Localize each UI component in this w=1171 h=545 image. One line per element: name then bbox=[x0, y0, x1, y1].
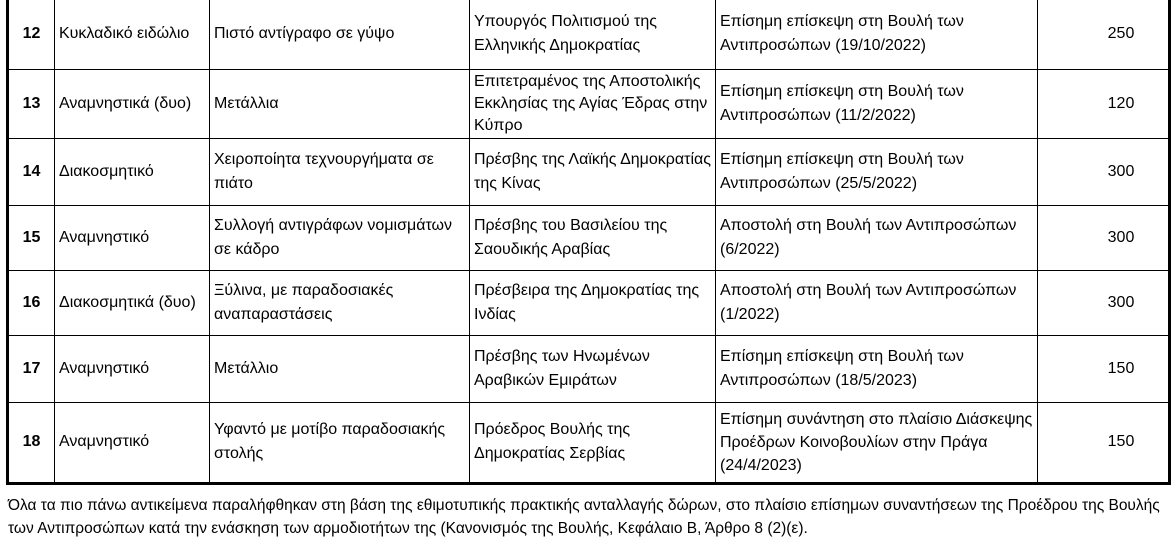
gift-description: Πιστό αντίγραφο σε γύψο bbox=[210, 0, 470, 69]
row-number: 17 bbox=[8, 335, 55, 402]
table-row bbox=[8, 138, 1170, 205]
gifts-table bbox=[6, 0, 1171, 485]
gift-occasion: Επίσημη επίσκεψη στη Βουλή των Αντιπροσώπων (11/2/2022) bbox=[716, 69, 1038, 138]
gift-occasion: Αποστολή στη Βουλή των Αντιπροσώπων (1/2022) bbox=[716, 270, 1038, 335]
gift-category: Αναμνηστικό bbox=[55, 335, 210, 402]
gift-occasion: Επίσημη συνάντηση στο πλαίσιο Διάσκεψης Προέδρων Κοινοβουλίων στην Πράγα (24/4/2023) bbox=[716, 402, 1038, 483]
gift-category: Αναμνηστικά (δυο) bbox=[55, 69, 210, 138]
gift-occasion: Αποστολή στη Βουλή των Αντιπροσώπων (6/2022) bbox=[716, 205, 1038, 270]
row-number: 15 bbox=[8, 205, 55, 270]
gift-description: Συλλογή αντιγράφων νομισμάτων σε κάδρο bbox=[210, 205, 470, 270]
row-number: 16 bbox=[8, 270, 55, 335]
gift-category: Διακοσμητικό bbox=[55, 138, 210, 205]
gift-value: 300 bbox=[1038, 138, 1170, 205]
gift-giver: Πρέσβης της Λαϊκής Δημοκρατίας της Κίνας bbox=[470, 138, 716, 205]
gift-value: 150 bbox=[1038, 335, 1170, 402]
table-row bbox=[8, 335, 1170, 402]
gift-description: Ξύλινα, με παραδοσιακές αναπαραστάσεις bbox=[210, 270, 470, 335]
row-number: 13 bbox=[8, 69, 55, 138]
gift-giver: Πρέσβειρα της Δημοκρατίας της Ινδίας bbox=[470, 270, 716, 335]
gift-value: 300 bbox=[1038, 270, 1170, 335]
gift-description: Μετάλλιο bbox=[210, 335, 470, 402]
gift-occasion: Επίσημη επίσκεψη στη Βουλή των Αντιπροσώπων (19/10/2022) bbox=[716, 0, 1038, 69]
row-number: 12 bbox=[8, 0, 55, 69]
gift-giver: Επιτετραμένος της Αποστολικής Εκκλησίας της Αγίας Έδρας στην Κύπρο bbox=[470, 69, 716, 138]
footnote: Όλα τα πιο πάνω αντικείμενα παραλήφθηκαν στη βάση της εθιμοτυπικής πρακτικής ανταλλαγής δώρων, στο πλαίσιο επίσημων συναντήσεων της Προέδρου της Βουλής των Αντιπροσώπων κατά την ενάσκηση των αρμοδιοτήτων της (Κανονισμός της Βουλής, Κεφάλαιο Β, Άρθρο 8 (2)(ε). bbox=[8, 497, 1160, 537]
gift-value: 120 bbox=[1038, 69, 1170, 138]
gift-description: Υφαντό με μοτίβο παραδοσιακής στολής bbox=[210, 402, 470, 483]
gift-occasion: Επίσημη επίσκεψη στη Βουλή των Αντιπροσώπων (18/5/2023) bbox=[716, 335, 1038, 402]
gift-description: Μετάλλια bbox=[210, 69, 470, 138]
gift-category: Αναμνηστικό bbox=[55, 205, 210, 270]
table-row bbox=[8, 205, 1170, 270]
gift-category: Διακοσμητικά (δυο) bbox=[55, 270, 210, 335]
gift-value: 300 bbox=[1038, 205, 1170, 270]
gift-description: Χειροποίητα τεχνουργήματα σε πιάτο bbox=[210, 138, 470, 205]
table-row bbox=[8, 402, 1170, 483]
gift-occasion: Επίσημη επίσκεψη στη Βουλή των Αντιπροσώπων (25/5/2022) bbox=[716, 138, 1038, 205]
row-number: 18 bbox=[8, 402, 55, 483]
gift-giver: Πρόεδρος Βουλής της Δημοκρατίας Σερβίας bbox=[470, 402, 716, 483]
table-row bbox=[8, 69, 1170, 138]
gift-giver: Πρέσβης του Βασιλείου της Σαουδικής Αραβίας bbox=[470, 205, 716, 270]
gift-value: 250 bbox=[1038, 0, 1170, 69]
gift-value: 150 bbox=[1038, 402, 1170, 483]
gift-category: Κυκλαδικό ειδώλιο bbox=[55, 0, 210, 69]
gift-giver: Υπουργός Πολιτισμού της Ελληνικής Δημοκρατίας bbox=[470, 0, 716, 69]
gift-giver: Πρέσβης των Ηνωμένων Αραβικών Εμιράτων bbox=[470, 335, 716, 402]
gift-category: Αναμνηστικό bbox=[55, 402, 210, 483]
table-row bbox=[8, 270, 1170, 335]
row-number: 14 bbox=[8, 138, 55, 205]
table-row bbox=[8, 0, 1170, 69]
